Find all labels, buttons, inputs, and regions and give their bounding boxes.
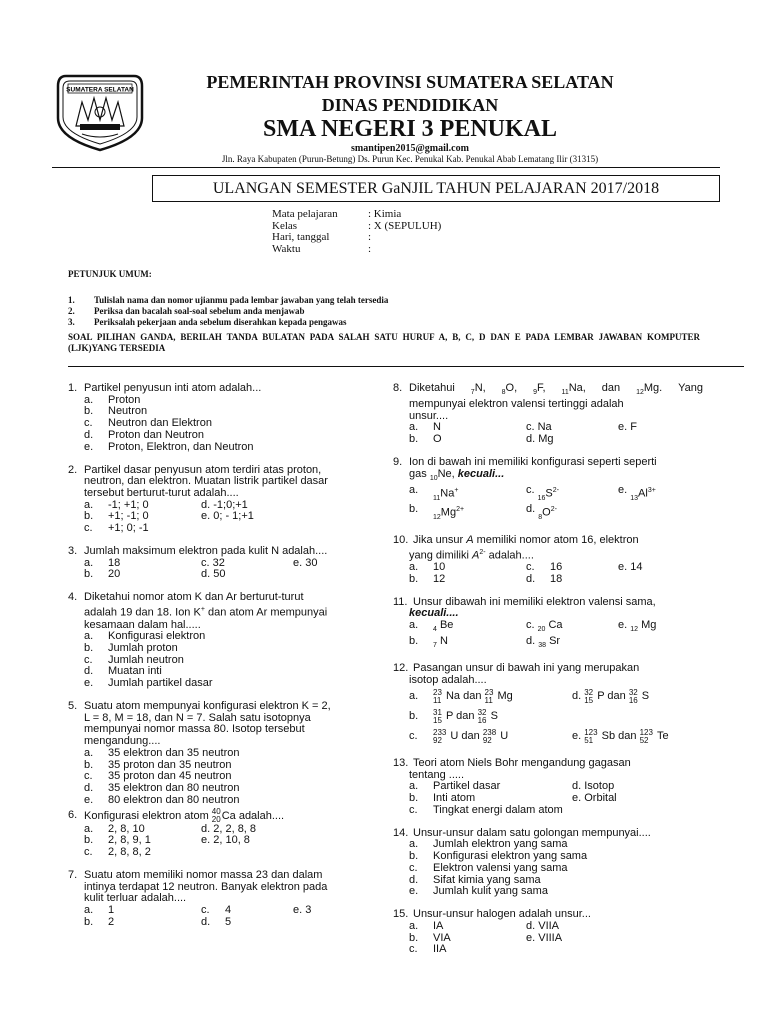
question-12 [393, 663, 703, 746]
question-text: intinya terdapat 12 neutron. Banyak elektron pada [84, 880, 328, 893]
question-5 [68, 701, 376, 806]
info-label: Mata pelajaran [272, 208, 338, 220]
question-column-left [68, 383, 376, 940]
question-text: Suatu atom mempunyai konfigurasi elektron K = 2, [84, 700, 331, 713]
question-4 [68, 592, 376, 689]
option: a. Konfigurasi elektron [84, 630, 206, 643]
question-1 [68, 383, 376, 453]
question-14 [393, 828, 703, 898]
option: b. Konfigurasi elektron yang sama [409, 850, 588, 863]
question-number: 3. [68, 545, 78, 558]
question-text: Partikel dasar penyusun atom terdiri atas proton, [84, 463, 322, 476]
info-value: : [368, 231, 372, 243]
question-11 [393, 597, 703, 652]
question-text: mengandung.... [84, 735, 161, 748]
question-15 [393, 909, 703, 956]
question-text: Ion di bawah ini memiliki konfigurasi seperti seperti [409, 456, 657, 468]
question-number: 10. [393, 533, 409, 546]
info-label: Hari, tanggal [272, 231, 330, 243]
option: a. 35 elektron dan 35 neutron [84, 746, 240, 759]
question-text: L = 8, M = 18, dan N = 7. Salah satu isotopnya [84, 711, 311, 724]
question-number: 9. [393, 456, 403, 468]
option-row: c. Tingkat energi dalam atom [409, 803, 563, 816]
info-label: Waktu [272, 242, 301, 255]
header-divider [52, 167, 720, 168]
question-text: tersebut berturut-turut adalah.... [84, 486, 239, 499]
option-row: b. $_7$ N d. $_{38}$ Sr [409, 635, 561, 650]
question-number: 1. [68, 382, 78, 394]
question-3 [68, 546, 376, 581]
option: b. 35 proton dan 35 neutron [84, 758, 232, 771]
exam-title: ULANGAN SEMESTER GaNJIL TAHUN PELAJARAN 2017/2018 [152, 175, 720, 202]
question-text: kulit terluar adalah.... [84, 892, 187, 905]
option-row: c. IIA [409, 943, 447, 956]
option-row: b. 31 15 P dan 32 16 S [409, 707, 498, 725]
option: b. Jumlah proton [84, 641, 178, 654]
option-row: a. -1; +1; 0 d. -1;0;+1 [84, 498, 248, 511]
question-column-right [393, 383, 703, 967]
option: c. Elektron valensi yang sama [409, 861, 568, 874]
option: a. Jumlah elektron yang sama [409, 838, 568, 851]
question-number: 13. [393, 756, 409, 769]
option-row: a. N c. Na e. F [409, 421, 637, 434]
option: b. Neutron [84, 405, 148, 418]
section-divider [68, 366, 744, 367]
question-13 [393, 758, 703, 817]
info-label: Kelas [272, 219, 298, 232]
question-text: gas $_{10}$Ne, kecuali... [409, 467, 505, 482]
question-text: Suatu atom memiliki nomor massa 23 dan dalam [84, 869, 323, 882]
question-text: Unsur-unsur halogen adalah unsur... [413, 908, 591, 921]
question-10 [393, 535, 703, 585]
option: e. Proton, Elektron, dan Neutron [84, 440, 254, 453]
rule-number: 1. [68, 295, 75, 305]
option-row: b. VIA e. VIIIA [409, 931, 563, 944]
government-name: PEMERINTAH PROVINSI SUMATERA SELATAN [206, 72, 614, 92]
option: d. Muatan inti [84, 665, 162, 678]
question-text: kecuali.... [409, 607, 459, 620]
option-row: a. 10 c. 16 e. 14 [409, 561, 643, 574]
option: d. 35 elektron dan 80 neutron [84, 781, 240, 794]
info-value: : [368, 242, 372, 255]
question-number: 15. [393, 908, 409, 921]
school-name: SMA NEGERI 3 PENUKAL [262, 116, 558, 142]
option-row: c. 233 92 U dan 238 92 U e. 123 51 Sb dan 123 52 Te [409, 727, 669, 745]
instructions-list [68, 295, 388, 328]
option: d. Proton dan Neutron [84, 428, 205, 441]
rule-number: 3. [68, 317, 75, 327]
department-name: DINAS PENDIDIKAN [321, 95, 499, 115]
question-number: 4. [68, 591, 78, 604]
question-number: 2. [68, 463, 78, 476]
school-email: smantipen2015@gmail.com [351, 143, 469, 154]
option-row: a. $_{11}$Na+ c. $_{16}S^{2-}$ e. $_{13}Al^{3+}$ [409, 483, 656, 502]
question-number: 14. [393, 826, 409, 839]
rule-text: Periksalah pekerjaan anda sebelum diserahkan kepada pengawas [94, 317, 347, 327]
option-row: a. 1 c. 4 e. 3 [84, 904, 312, 917]
rule-number: 2. [68, 306, 75, 316]
option-row: a. 2, 8, 10 d. 2, 2, 8, 8 [84, 822, 257, 835]
option: c. Neutron dan Elektron [84, 417, 212, 430]
exam-info [272, 209, 441, 255]
option: e. Jumlah kulit yang sama [409, 885, 548, 898]
option-row: b. $_{12}Mg^{2+}$ d. $_8O^{2-}$ [409, 503, 557, 521]
question-text: tentang ..... [409, 768, 465, 781]
option-row: a. IA d. VIIA [409, 919, 560, 932]
option: c. Jumlah neutron [84, 653, 184, 666]
option-row: c. 2, 8, 8, 2 [84, 846, 151, 859]
question-2 [68, 465, 376, 535]
info-value: : Kimia [368, 208, 402, 220]
option-row: b. 12 d. 18 [409, 572, 563, 585]
question-text: Jumlah maksimum elektron pada kulit N adalah.... [84, 545, 328, 558]
question-text: Pasangan unsur di bawah ini yang merupakan [413, 662, 640, 675]
option-row: b. 2 d. 5 [84, 915, 232, 928]
question-text: Diketahui $_7$N, $_8$O, $_9$F, $_{11}$Na, dan $_{12}$Mg. Yang [409, 382, 703, 397]
question-text: unsur.... [409, 409, 449, 422]
question-text: mempunyai nomor massa 80. Isotop tersebut [84, 723, 305, 736]
option: d. Sifat kimia yang sama [409, 873, 541, 886]
question-text: Teori atom Niels Bohr mengandung gagasan [413, 756, 631, 769]
option: e. Jumlah partikel dasar [84, 677, 213, 690]
info-value: : X (SEPULUH) [368, 219, 442, 232]
question-number: 12. [393, 662, 409, 675]
question-text: Diketahui nomor atom K dan Ar berturut-turut [84, 591, 304, 604]
question-text: Jika unsur A memiliki nomor atom 16, elektron [413, 533, 639, 546]
question-number: 5. [68, 700, 78, 713]
question-text: Unsur dibawah ini memiliki elektron valensi sama, [413, 595, 656, 608]
question-8 [393, 383, 703, 446]
option-row: a. 18 c. 32 e. 30 [84, 556, 318, 569]
logo-text: SUMATERA SELATAN [66, 86, 134, 94]
section-instruction: SOAL PILIHAN GANDA, BERILAH TANDA BULATAN PADA SALAH SATU HURUF A, B, C, D DAN E PADA LEMBAR JAWABAN KOMPUTER (LJK)YANG TERSEDIA [68, 332, 700, 353]
rule-text: Tulislah nama dan nomor ujianmu pada lembar jawaban yang telah tersedia [94, 295, 389, 305]
option-row: a. 23 11 Na dan 23 11 Mg d. 32 15 P dan 32 16 S [409, 687, 650, 705]
question-text: yang dimiliki $A^{2-}$ adalah.... [409, 548, 534, 562]
option-row: b. Inti atom e. Orbital [409, 792, 617, 805]
question-number: 7. [68, 869, 78, 882]
option-row: a. Partikel dasar d. Isotop [409, 780, 615, 793]
question-text: isotop adalah.... [409, 673, 487, 686]
question-text: adalah 19 dan 18. Ion K+ dan atom Ar mempunyai [84, 606, 328, 619]
question-6 [68, 808, 376, 859]
question-number: 8. [393, 382, 403, 394]
question-9 [393, 457, 703, 524]
option-row: b. +1; -1; 0 e. 0; - 1;+1 [84, 510, 254, 523]
question-text: kesamaan dalam hal..... [84, 618, 201, 631]
question-number: 11. [393, 595, 408, 608]
question-text: Konfigurasi elektron atom 40 20 Ca adalah.... [84, 806, 285, 824]
question-7 [68, 870, 376, 929]
option-row: b. 2, 8, 9, 1 e. 2, 10, 8 [84, 834, 250, 847]
option-row: a. $_4$ Be c. $_{20}$ Ca e. $_{12}$ Mg [409, 619, 657, 634]
school-address: Jln. Raya Kabupaten (Purun-Betung) Ds. Purun Kec. Penukal Kab. Penukal Abab Lematang Ilir (31315) [221, 154, 599, 164]
question-text: mempunyai elektron valensi tertinggi adalah [409, 397, 624, 410]
option-row: b. 20 d. 50 [84, 568, 226, 581]
question-text: neutron, dan elektron. Muatan listrik partikel dasar [84, 475, 328, 488]
question-text: Partikel penyusun inti atom adalah... [84, 382, 262, 394]
option-row: b. O d. Mg [409, 433, 554, 445]
rule-text: Periksa dan bacalah soal-soal sebelum anda menjawab [94, 306, 305, 316]
instructions-heading: PETUNJUK UMUM: [68, 269, 152, 279]
option: e. 80 elektron dan 80 neutron [84, 793, 240, 806]
option-row: c. +1; 0; -1 [84, 522, 149, 535]
question-text: Unsur-unsur dalam satu golongan mempunyai.... [413, 826, 651, 839]
option: c. 35 proton dan 45 neutron [84, 770, 232, 783]
option: a. Proton [84, 393, 141, 406]
question-number: 6. [68, 808, 78, 821]
